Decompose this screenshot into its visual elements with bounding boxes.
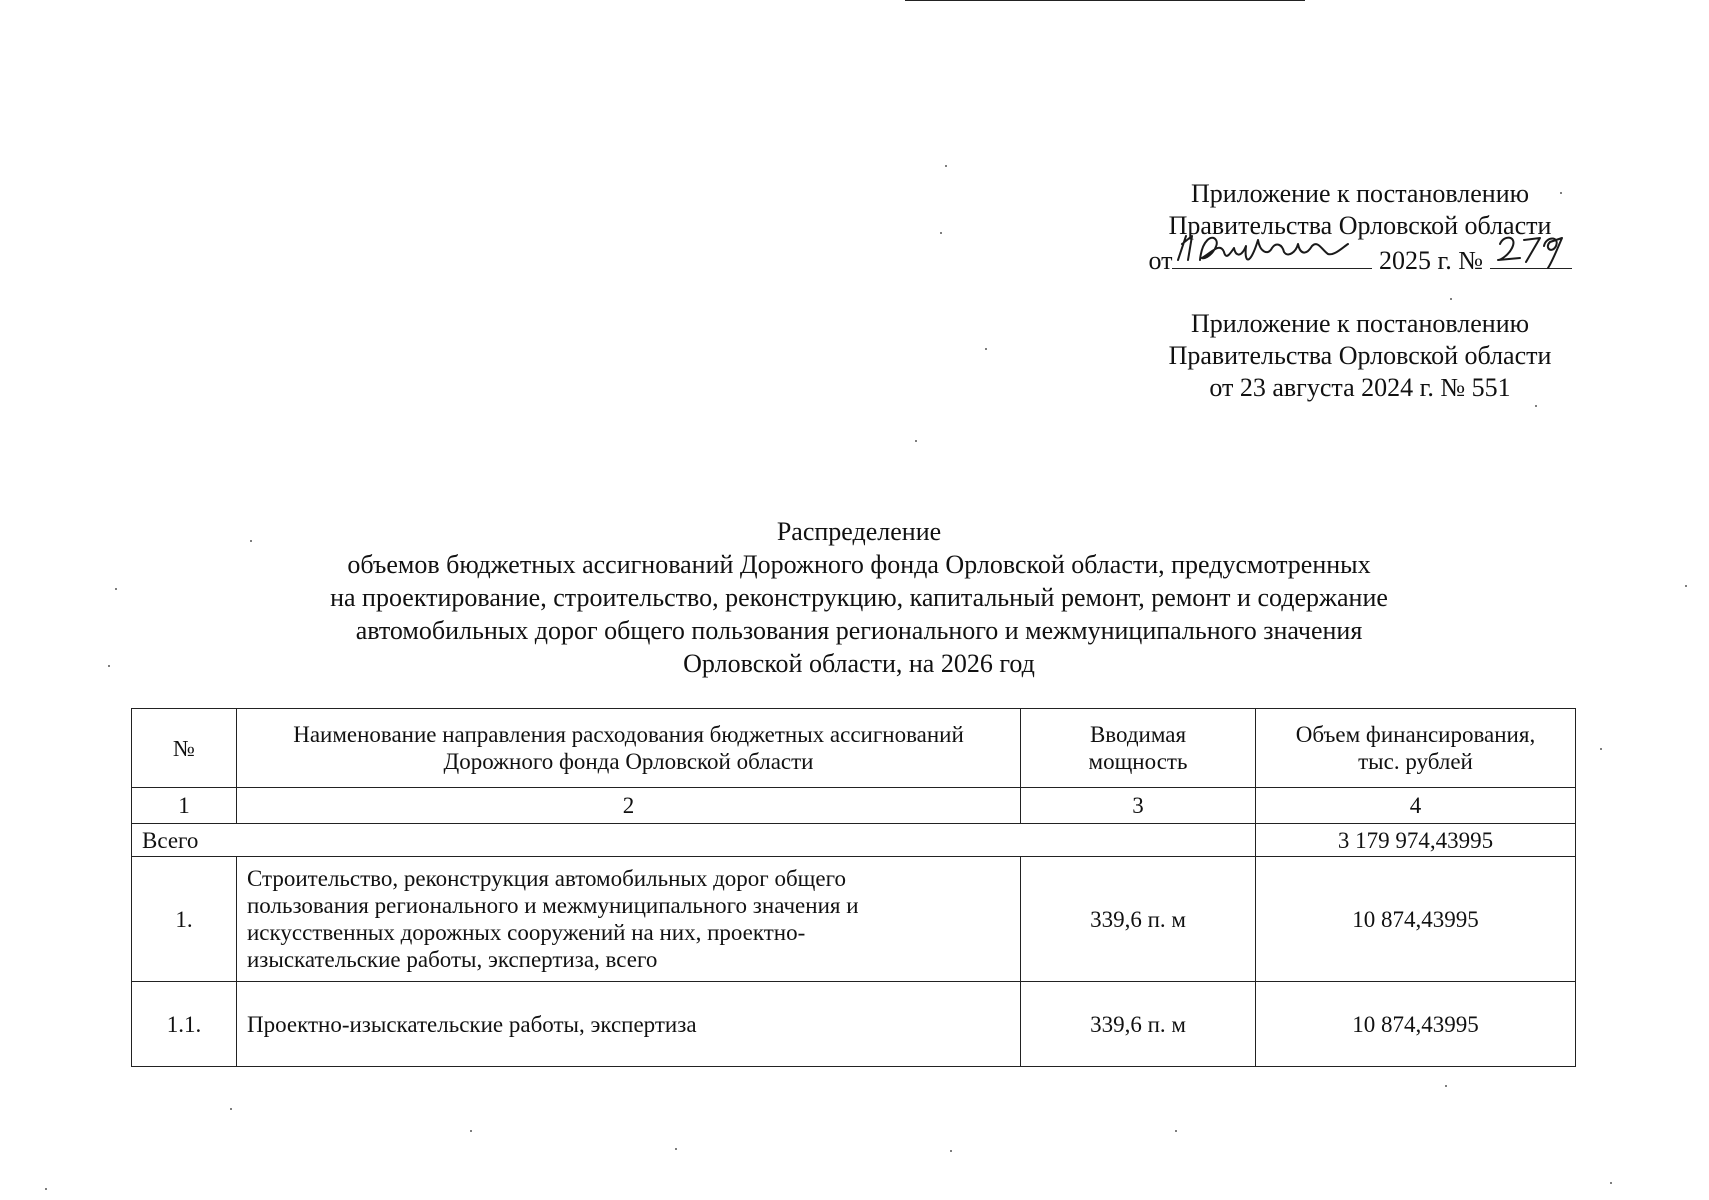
handwritten-date-signature [1172,230,1372,270]
heading-line1: Распределение [776,517,942,546]
column-number-3: 3 [1021,788,1256,824]
column-number-4: 4 [1256,788,1576,824]
heading-line3: на проектирование, строительство, реконструкцию, капитальный ремонт, ремонт и содержание [330,583,1388,612]
row-name-line: Строительство, реконструкция автомобильных дорог общего [247,866,846,891]
scan-speck [915,440,917,442]
header-name [237,709,1021,788]
row-name [237,857,1021,982]
scan-speck [1685,585,1687,587]
total-label: Всего [132,824,1256,857]
appendix-amendment-block [1120,178,1600,277]
header-capacity-line1: Вводимая [1089,722,1187,747]
row-num: 1.1. [132,982,237,1067]
scan-speck [1610,1182,1612,1184]
appendix-original-line3: от 23 августа 2024 г. № 551 [1209,373,1511,402]
handwritten-date-field [1172,242,1372,269]
appendix-amendment-date-line [1120,242,1600,277]
row-amount: 10 874,43995 [1256,857,1576,982]
row-name-line: пользования регионального и межмуниципального значения и [247,893,859,918]
table-row [132,982,1576,1067]
column-number-1: 1 [132,788,237,824]
row-name-line: Проектно-изыскательские работы, экспертиза [247,1011,697,1037]
heading-line4: автомобильных дорог общего пользования регионального и межмуниципального значения [355,616,1363,645]
year-and-number-label: 2025 г. № [1378,246,1484,275]
top-edge-rule [905,0,1305,1]
header-name-line1: Наименование направления расходования бюджетных ассигнований [293,722,964,747]
row-num: 1. [132,857,237,982]
scan-speck [1175,1130,1177,1132]
row-name-line: изыскательские работы, экспертиза, всего [247,947,658,972]
appendix-original-block [1120,308,1600,404]
scan-speck [675,1148,677,1150]
heading-line5: Орловской области, на 2026 год [683,649,1035,678]
appendix-amendment-line2: Правительства Орловской области [1168,211,1552,240]
appendix-original-line1: Приложение к постановлению [1190,309,1530,338]
total-row [132,824,1576,857]
header-capacity [1021,709,1256,788]
document-heading [200,515,1518,680]
scan-speck [115,588,117,590]
scan-speck [950,1150,952,1152]
table-header-row [132,709,1576,788]
appendix-original-line2: Правительства Орловской области [1168,341,1552,370]
header-name-line2: Дорожного фонда Орловской области [443,749,814,774]
scan-speck [985,348,987,350]
table-row [132,857,1576,982]
row-name-line: искусственных дорожных сооружений на них, проектно- [247,920,806,945]
scan-speck [1600,748,1602,750]
column-number-2: 2 [237,788,1021,824]
row-name [237,982,1021,1067]
row-amount: 10 874,43995 [1256,982,1576,1067]
row-capacity: 339,6 п. м [1021,982,1256,1067]
scan-speck [1450,298,1452,300]
scan-speck [945,165,947,167]
from-word: от [1148,246,1173,275]
scan-speck [1535,405,1537,407]
header-funding [1256,709,1576,788]
scan-speck [1445,1085,1447,1087]
heading-line2: объемов бюджетных ассигнований Дорожного фонда Орловской области, предусмотренных [347,550,1371,579]
header-capacity-line2: мощность [1088,749,1188,774]
scan-speck [940,232,942,234]
appendix-amendment-line1: Приложение к постановлению [1190,179,1530,208]
scan-speck [470,1130,472,1132]
total-amount: 3 179 974,43995 [1256,824,1576,857]
budget-allocation-table [131,708,1576,1067]
header-funding-line2: тыс. рублей [1358,749,1473,774]
scan-speck [250,540,252,542]
handwritten-number-signature [1490,230,1572,270]
column-numbers-row [132,788,1576,824]
header-num: № [132,709,237,788]
header-funding-line1: Объем финансирования, [1295,722,1536,747]
handwritten-number-field [1490,242,1572,269]
scan-speck [108,665,110,667]
scan-speck [230,1108,232,1110]
scan-speck [1560,192,1562,194]
row-capacity: 339,6 п. м [1021,857,1256,982]
scan-speck [45,1188,47,1190]
